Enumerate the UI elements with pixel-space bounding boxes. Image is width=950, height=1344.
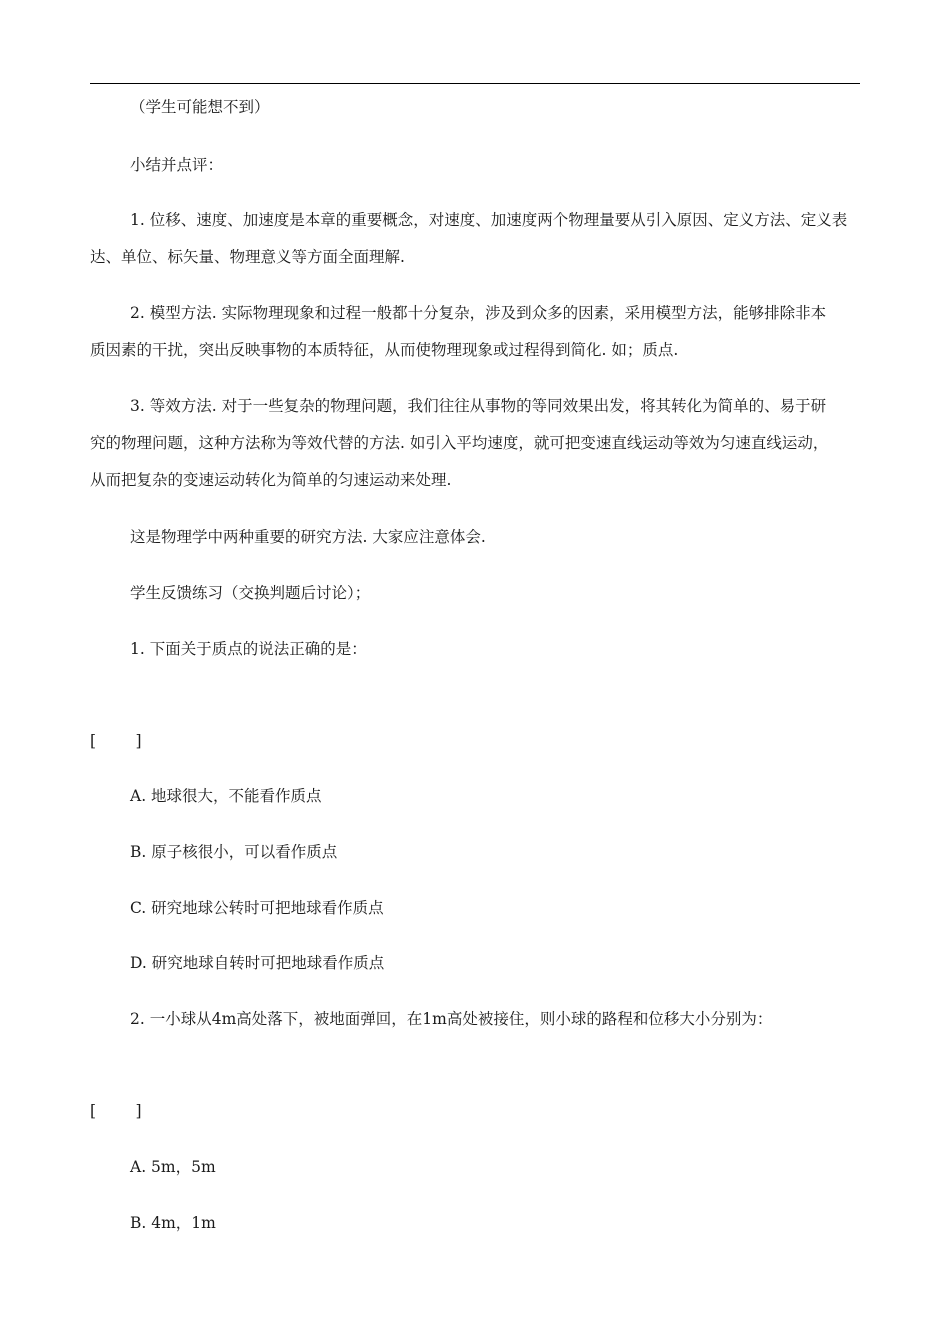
question-2-option-a: A. 5m，5m <box>130 1158 216 1176</box>
closing-remark: 这是物理学中两种重要的研究方法. 大家应注意体会. <box>130 528 486 546</box>
summary-point-1-line-2: 达、单位、标矢量、物理意义等方面全面理解. <box>90 248 405 266</box>
question-1-option-d: D. 研究地球自转时可把地球看作质点 <box>130 954 385 972</box>
question-2-answer-bracket: [ ] <box>90 1102 142 1120</box>
summary-point-3-line-2: 究的物理问题，这种方法称为等效代替的方法. 如引入平均速度，就可把变速直线运动等效为匀速直线运动， <box>90 434 829 452</box>
question-1-option-b: B. 原子核很小，可以看作质点 <box>130 843 338 861</box>
question-1-option-c: C. 研究地球公转时可把地球看作质点 <box>130 899 384 917</box>
question-1-stem: 1. 下面关于质点的说法正确的是： <box>130 640 367 658</box>
question-2-option-b: B. 4m，1m <box>130 1214 216 1232</box>
summary-point-2-line-1: 2. 模型方法. 实际物理现象和过程一般都十分复杂，涉及到众多的因素，采用模型方法，能够排除非本 <box>130 304 827 322</box>
summary-point-1-line-1: 1. 位移、速度、加速度是本章的重要概念，对速度、加速度两个物理量要从引入原因、定义方法、定义表 <box>130 211 848 229</box>
question-2-stem: 2. 一小球从4m高处落下，被地面弹回，在1m高处被接住，则小球的路程和位移大小分别为： <box>130 1010 773 1028</box>
summary-point-3-line-1: 3. 等效方法. 对于一些复杂的物理问题，我们往往从事物的等同效果出发，将其转化为简单的、易于研 <box>130 397 827 415</box>
teacher-note: （学生可能想不到） <box>130 98 270 116</box>
summary-point-2-line-2: 质因素的干扰，突出反映事物的本质特征，从而使物理现象或过程得到简化. 如；质点. <box>90 341 679 359</box>
practice-heading: 学生反馈练习（交换判题后讨论）； <box>130 584 371 602</box>
question-1-option-a: A. 地球很大，不能看作质点 <box>130 787 322 805</box>
summary-point-3-line-3: 从而把复杂的变速运动转化为简单的匀速运动来处理. <box>90 471 452 489</box>
summary-heading: 小结并点评： <box>130 156 224 174</box>
header-rule <box>90 83 860 84</box>
question-1-answer-bracket: [ ] <box>90 732 142 750</box>
